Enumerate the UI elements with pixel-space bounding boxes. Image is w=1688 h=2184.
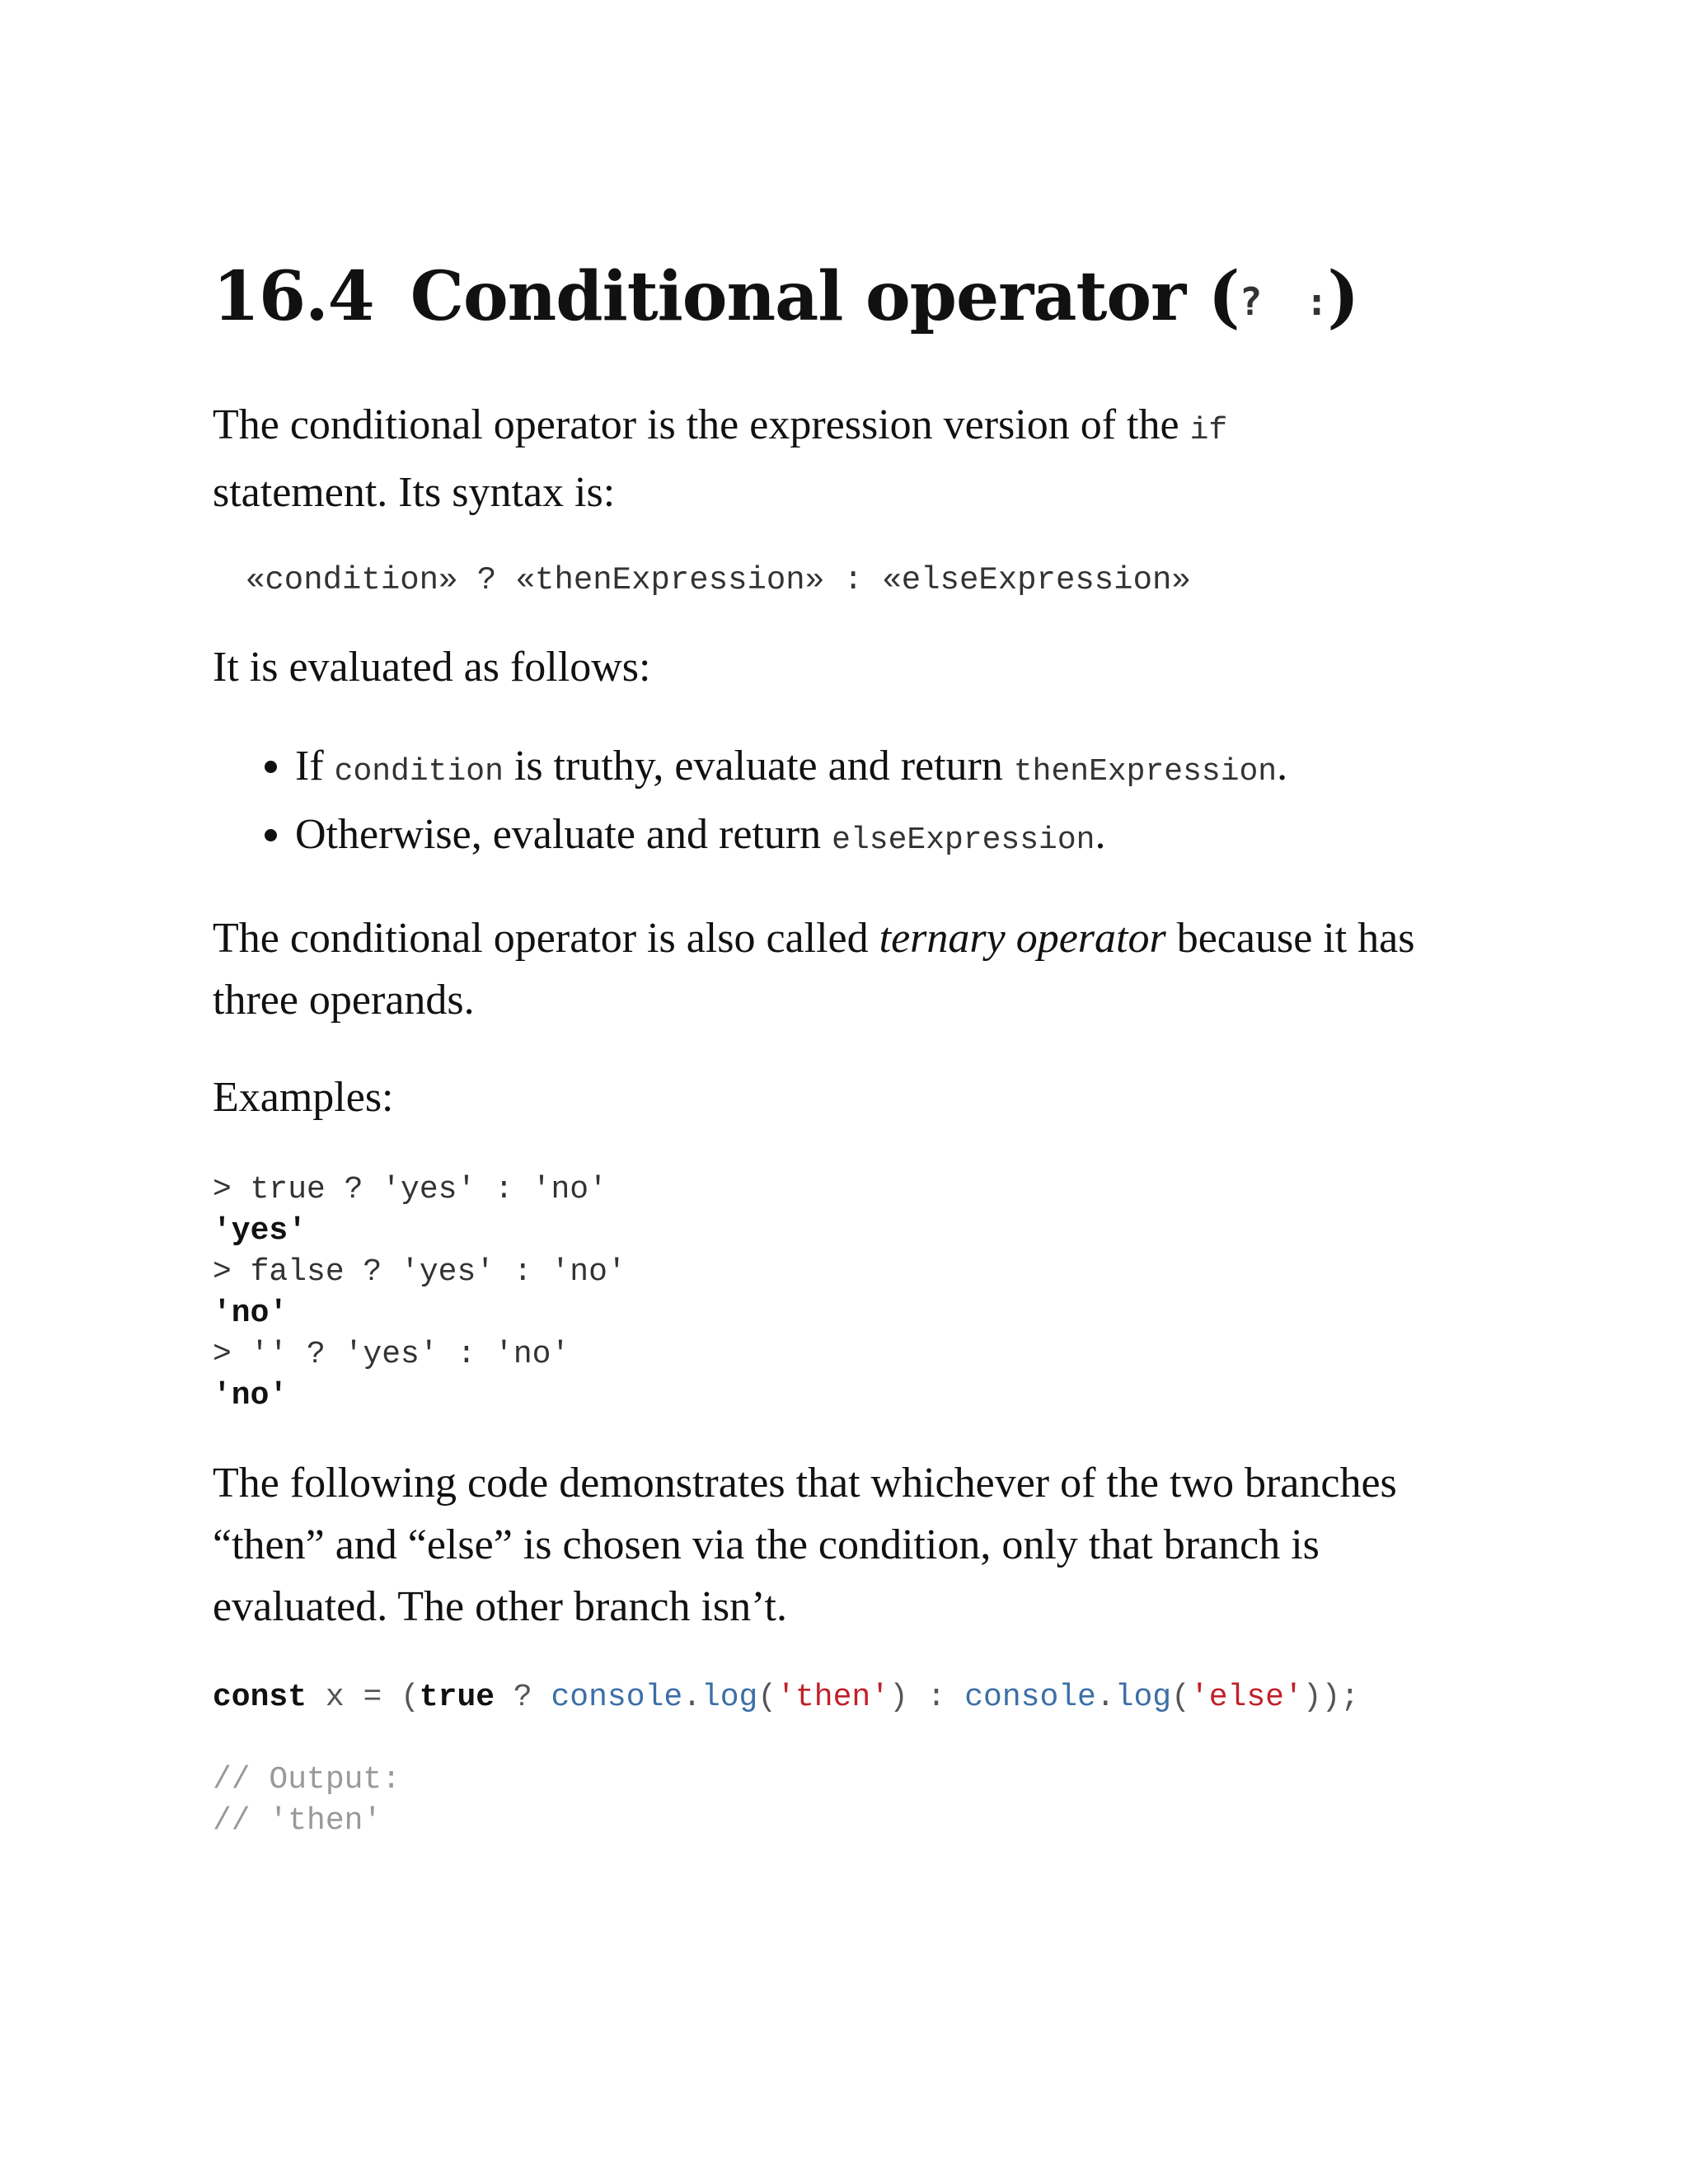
repl-examples: [213, 1169, 1498, 1417]
intro-text-after: statement. Its syntax is:: [213, 469, 616, 516]
code-paren: (: [1171, 1680, 1190, 1715]
repl-output: 'no': [213, 1378, 288, 1413]
code-console: console: [551, 1680, 683, 1715]
code-dot: .: [682, 1680, 701, 1715]
keyword-const: const: [213, 1680, 307, 1715]
evaluated-paragraph: It is evaluated as follows:: [213, 644, 651, 691]
bullet-code-condition: condition: [334, 754, 504, 790]
list-item: [295, 735, 1498, 804]
operator-spacer: [1261, 279, 1305, 324]
examples-label: Examples:: [213, 1074, 394, 1121]
bullet-text: Otherwise, evaluate and return: [295, 811, 832, 858]
code-paren: (: [757, 1680, 777, 1715]
code-comment: // Output:: [213, 1762, 401, 1797]
section-number: 16.4: [213, 257, 374, 336]
branches-paragraph: The following code demonstrates that whichever of the two branches “then” and “else” is chosen via the condition, only that branch is evaluated. The other branch isn’t.: [213, 1460, 1397, 1630]
syntax-line: «condition» ? «thenExpression» : «elseExpression»: [246, 562, 1191, 598]
repl-input: > '' ? 'yes' : 'no': [213, 1337, 570, 1372]
code-text: x = (: [307, 1680, 420, 1715]
bullet-period: .: [1095, 811, 1106, 858]
bullet-code-else: elseExpression: [832, 823, 1095, 858]
evaluation-list: [213, 735, 1498, 872]
bullet-text: is truthy, evaluate and return: [503, 743, 1014, 790]
heading-close-paren: ): [1327, 257, 1359, 336]
repl-input: > false ? 'yes' : 'no': [213, 1254, 626, 1290]
keyword-true: true: [419, 1680, 495, 1715]
code-text: ?: [495, 1680, 551, 1715]
repl-input: > true ? 'yes' : 'no': [213, 1172, 607, 1207]
document-page: [213, 247, 1498, 1842]
code-text: ));: [1302, 1680, 1360, 1715]
ternary-emphasis: ternary operator: [879, 915, 1166, 962]
code-log: log: [1114, 1680, 1172, 1715]
section-heading: [213, 247, 1498, 351]
list-item: [295, 804, 1498, 872]
intro-code-if: if: [1189, 413, 1228, 448]
ternary-text-after: because it has three operands.: [213, 915, 1415, 1024]
bullet-period: .: [1277, 743, 1288, 790]
code-string-else: 'else': [1189, 1680, 1303, 1715]
code-example: [213, 1677, 1498, 1842]
code-log: log: [701, 1680, 758, 1715]
intro-text-before: The conditional operator is the expression version of the: [213, 401, 1190, 448]
operator-question: ?: [1239, 279, 1262, 324]
code-console: console: [964, 1680, 1096, 1715]
repl-output: 'no': [213, 1296, 288, 1331]
section-title: Conditional operator (: [410, 257, 1240, 336]
repl-output: 'yes': [213, 1213, 307, 1249]
code-string-then: 'then': [776, 1680, 890, 1715]
bullet-code-then: thenExpression: [1013, 754, 1278, 790]
code-text: ) :: [889, 1680, 965, 1715]
code-dot: .: [1095, 1680, 1115, 1715]
ternary-paragraph: [213, 907, 1498, 1031]
intro-paragraph: [213, 394, 1498, 523]
ternary-text-before: The conditional operator is also called: [213, 915, 879, 962]
bullet-text: If: [295, 743, 335, 790]
code-comment: // 'then': [213, 1803, 382, 1839]
operator-colon: :: [1305, 279, 1328, 324]
